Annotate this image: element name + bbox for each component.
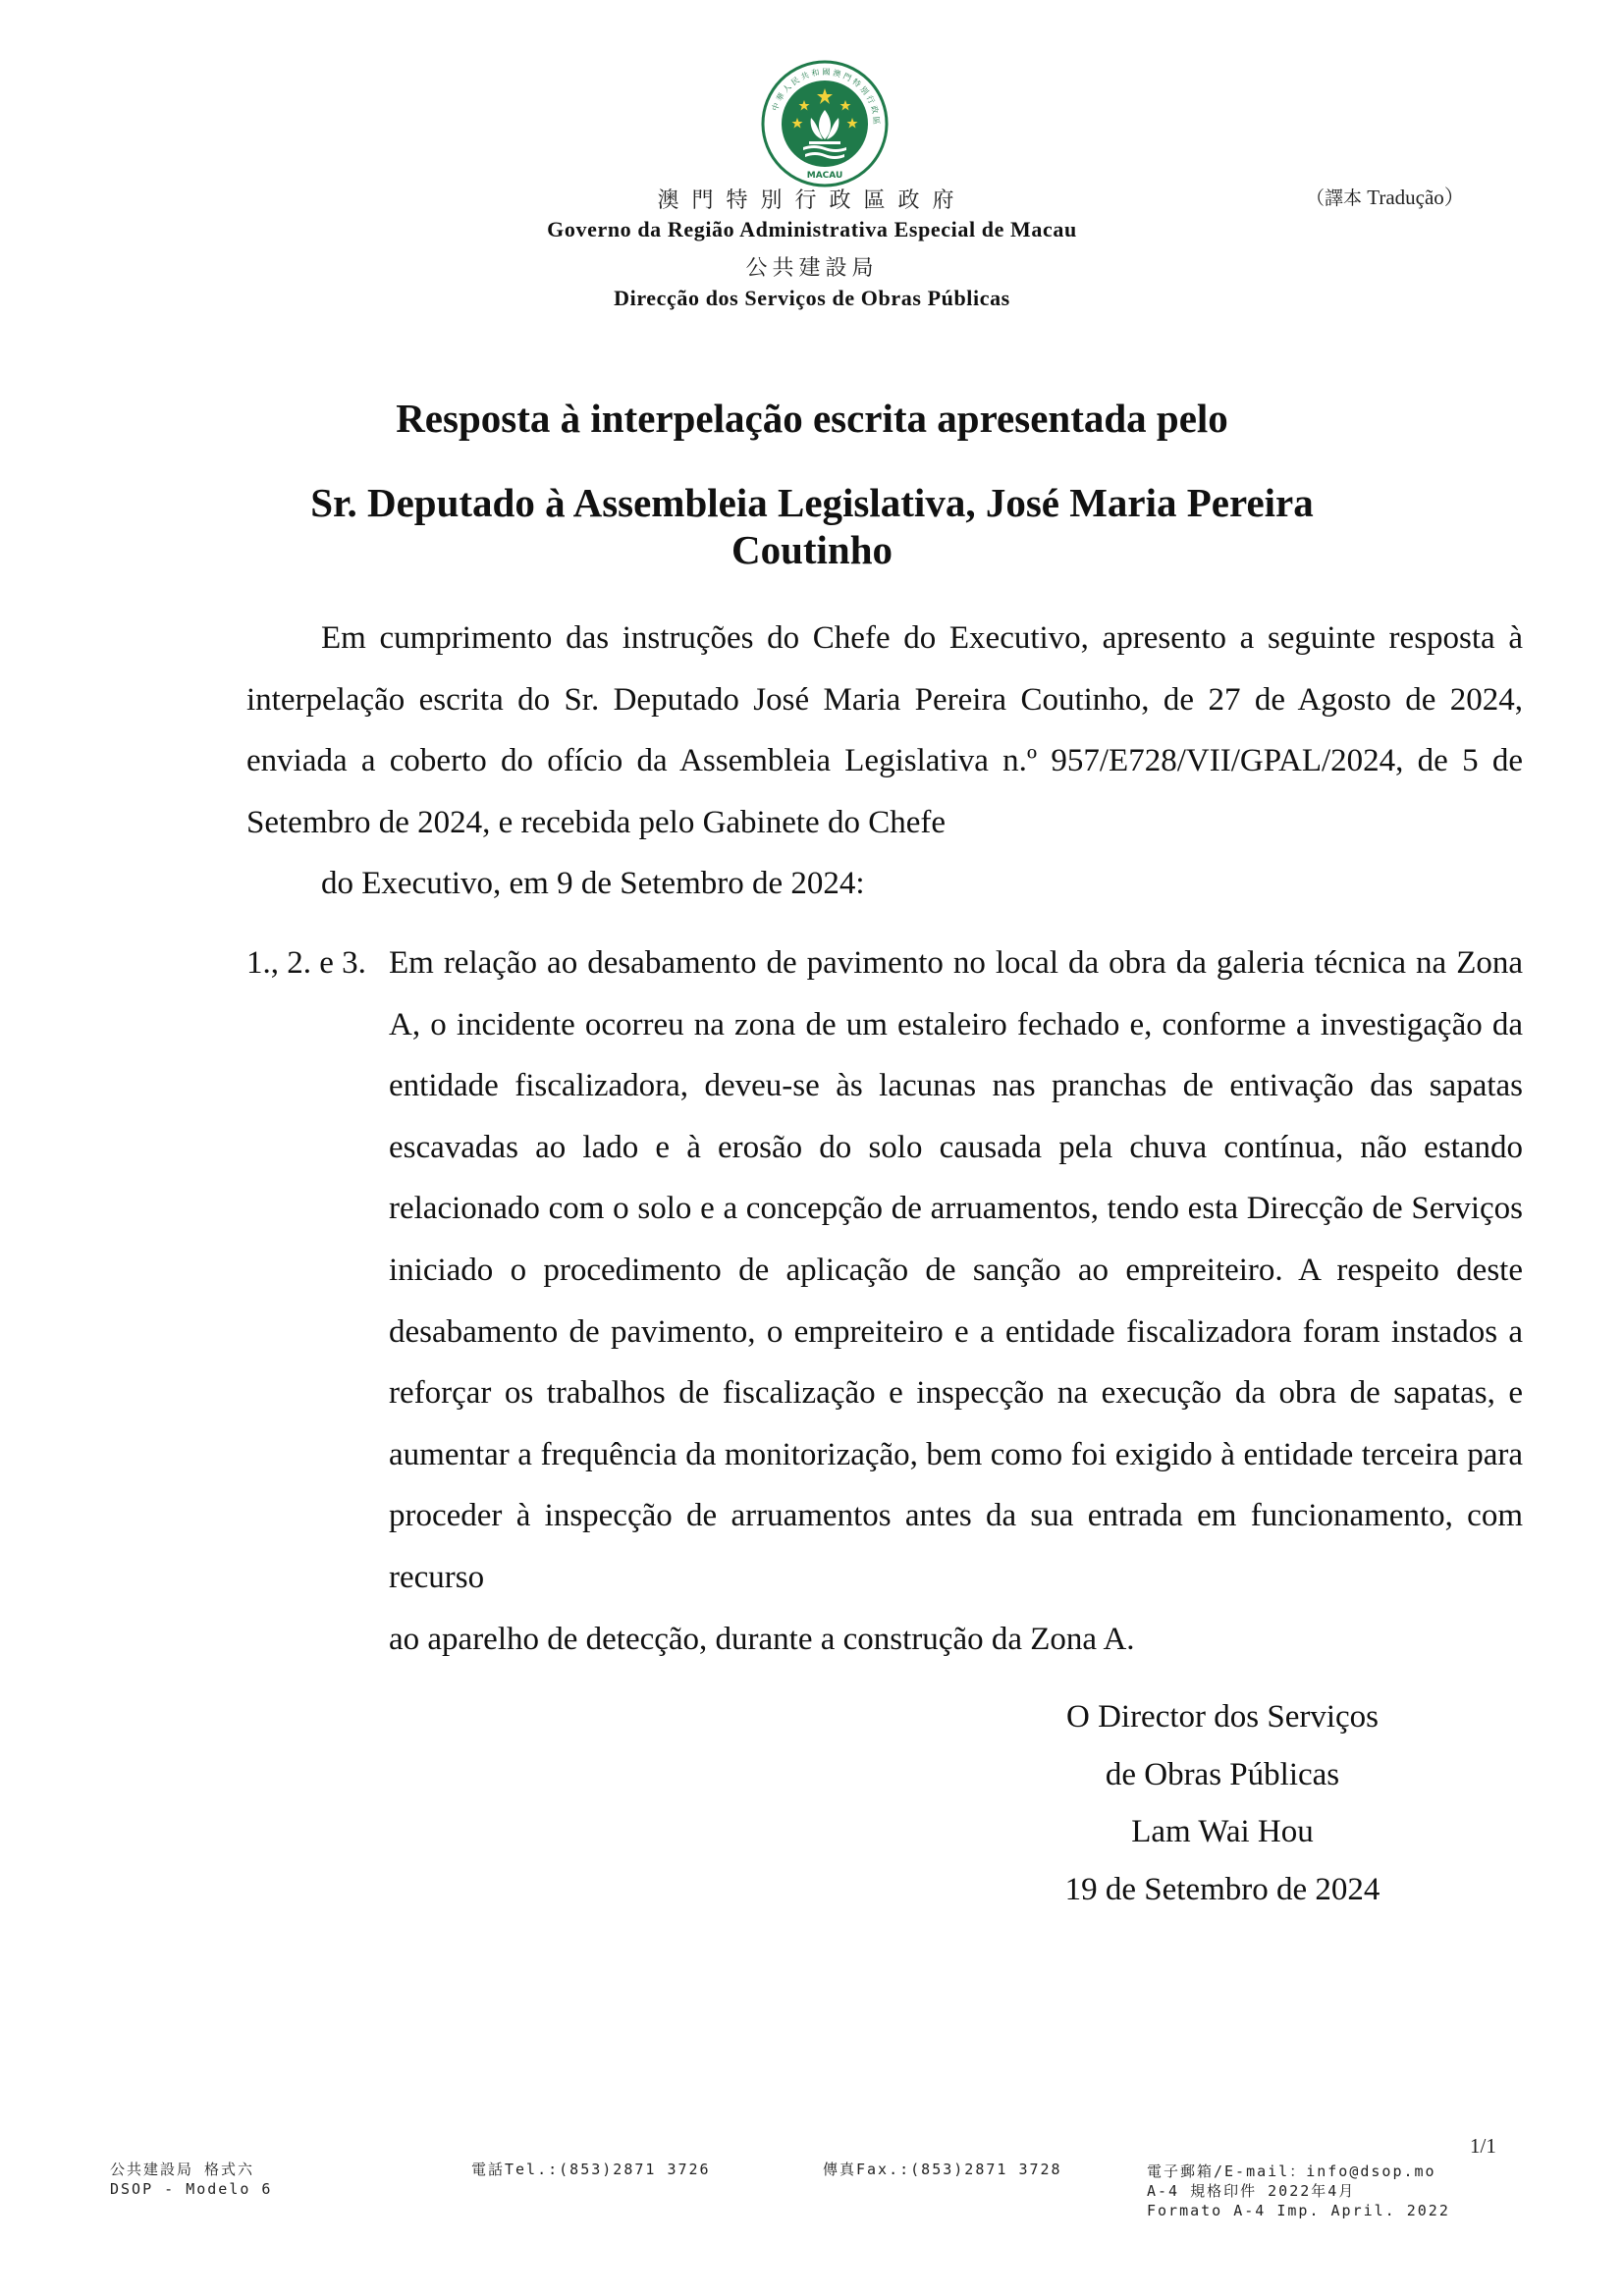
- document-title-line-1: Resposta à interpelação escrita apresentada pelo: [396, 396, 1228, 441]
- signature-block: [938, 1688, 1507, 1918]
- footer-form-portuguese: DSOP - Modelo 6: [110, 2180, 273, 2198]
- government-name-portuguese: Governo da Região Administrativa Especial de Macau: [547, 217, 1077, 241]
- translation-label-portuguese: Tradução）: [1367, 186, 1465, 209]
- department-name-portuguese: Direcção dos Serviços de Obras Públicas: [614, 286, 1010, 310]
- government-name-chinese: 澳門特別行政區政府: [657, 188, 967, 213]
- footer-email: 電子郵箱/E-mail：info@dsop.mo: [1147, 2163, 1436, 2180]
- document-title-line-3-text: Coutinho: [731, 527, 893, 572]
- intro-paragraph: [246, 608, 1523, 915]
- translation-label: [1306, 182, 1465, 211]
- footer-format-chinese: A-4 規格印件 2022年4月: [1147, 2182, 1356, 2200]
- document-title-line-2: [0, 479, 1624, 573]
- svg-text:中 華 人 民 共 和 國 澳 門 特 別 行 政 區: 中 華 人 民 共 和 國 澳 門 特 別 行 政 區: [770, 67, 882, 126]
- answer-item-last-line: ao aparelho de detecção, durante a construção da Zona A.: [389, 1621, 1135, 1657]
- signature-date: 19 de Setembro de 2024: [1064, 1871, 1380, 1907]
- footer-fax: 傳真Fax.:(853)2871 3728: [823, 2161, 1062, 2178]
- signature-title-line-2: de Obras Públicas: [1105, 1756, 1340, 1792]
- document-title-line-2-text: Sr. Deputado à Assembleia Legislativa, José Maria Pereira: [310, 480, 1314, 525]
- answer-item-number: 1., 2. e 3.: [246, 945, 366, 981]
- footer-form-chinese: 公共建設局 格式六: [110, 2161, 255, 2178]
- intro-paragraph-text: Em cumprimento das instruções do Chefe do Executivo, apresento a seguinte resposta à interpelação escrita do Sr. Deputado José Maria Pereira Coutinho, de 27 de Agosto de 2024, enviada a coberto do ofício da Assembleia Legislativa n.º 957/E728/VII/GPAL/2024, de 5 de Setembro de 2024, e recebida pelo Gabinete do Chefe: [246, 620, 1523, 840]
- signature-title-line-1: O Director dos Serviços: [1065, 1699, 1379, 1735]
- intro-paragraph-last-line: do Executivo, em 9 de Setembro de 2024:: [321, 866, 865, 902]
- department-name-chinese: 公共建設局: [745, 256, 879, 281]
- signatory-name: Lam Wai Hou: [1131, 1814, 1314, 1849]
- footer-telephone: 電話Tel.:(853)2871 3726: [471, 2161, 711, 2178]
- translation-label-chinese: （譯本: [1306, 187, 1363, 209]
- macau-emblem-logo: [760, 59, 890, 188]
- footer-form-id: [110, 2160, 272, 2199]
- footer-format-portuguese: Formato A-4 Imp. April. 2022: [1147, 2202, 1450, 2219]
- answer-item-text: [389, 933, 1523, 1670]
- svg-text:MACAU: MACAU: [806, 171, 843, 181]
- page-number: 1/1: [1470, 2134, 1496, 2158]
- footer-contact-format: [1147, 2162, 1450, 2220]
- answer-item-body: Em relação ao desabamento de pavimento no local da obra da galeria técnica na Zona A, o incidente ocorreu na zona de um estaleiro fechado e, conforme a investigação da entidade fiscalizadora, deveu-se às lacunas nas pranchas de entivação das sapatas escavadas ao lado e à erosão do solo causada pela chuva contínua, não estando relacionado com o solo e a concepção de arruamentos, tendo esta Direcção de Serviços iniciado o procedimento de aplicação de sanção ao empreiteiro. A respeito deste desabamento de pavimento, o empreiteiro e a entidade fiscalizadora foram instados a reforçar os trabalhos de fiscalização e inspecção na execução da obra de sapatas, e aumentar a frequência da monitorização, bem como foi exigido à entidade terceira para proceder à inspecção de arruamentos antes da sua entrada em funcionamento, com recurso: [389, 945, 1523, 1595]
